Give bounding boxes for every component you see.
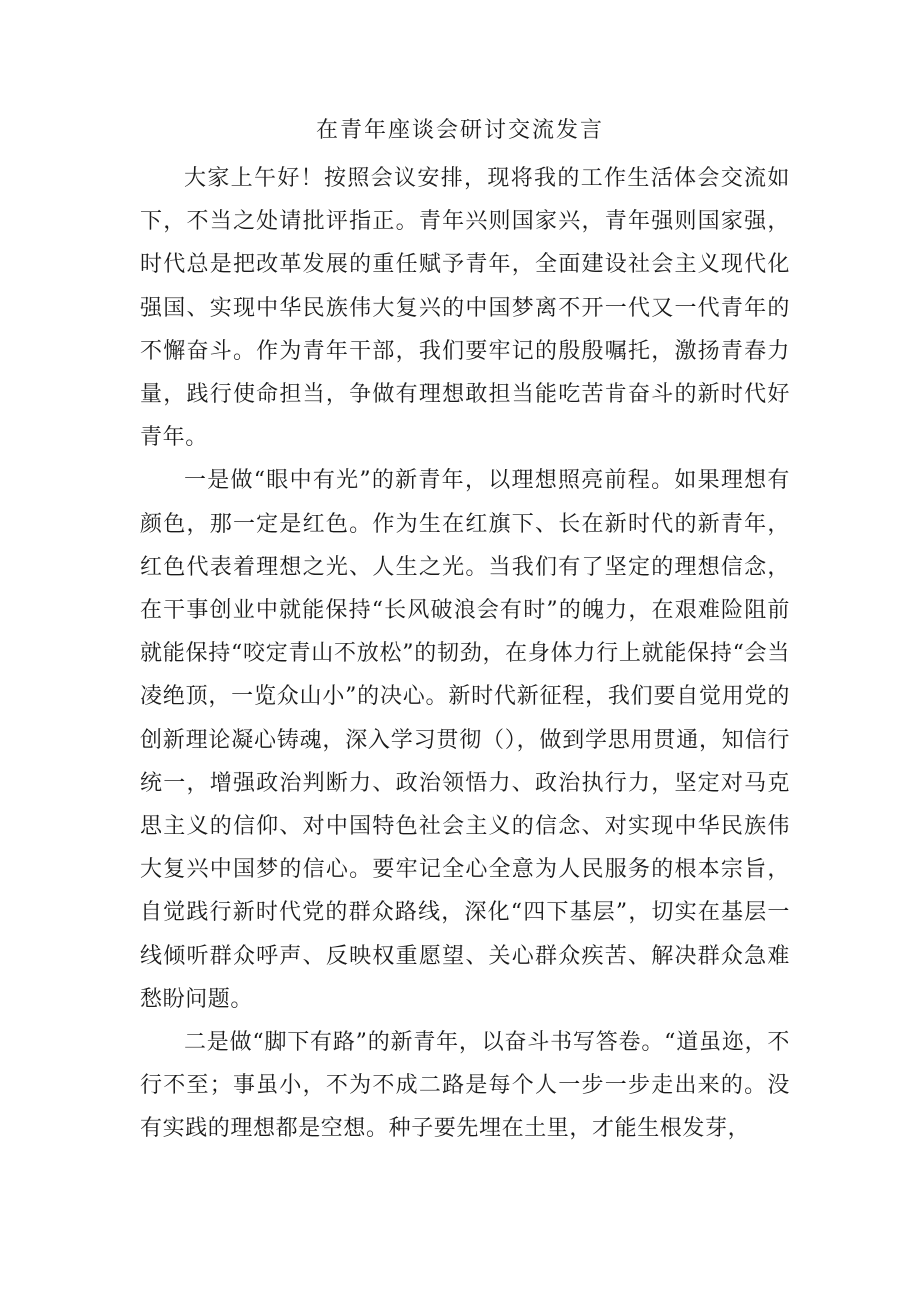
document-body xyxy=(140,157,790,1151)
document-title: 在青年座谈会研讨交流发言 xyxy=(315,118,604,143)
paragraph-point-two: 二是做“脚下有路”的新青年，以奋斗书写答卷。“道虽迩，不行不至；事虽小，不为不成二路是每个人一步一步走出来的。没有实践的理想都是空想。种子要先埋在土里，才能生根发芽， xyxy=(140,1030,790,1142)
paragraph-point-one: 一是做“眼中有光”的新青年，以理想照亮前程。如果理想有颜色，那一定是红色。作为生在红旗下、长在新时代的新青年，红色代表着理想之光、人生之光。当我们有了坚定的理想信念，在干事创业中就能保持“长风破浪会有时”的魄力，在艰难险阻前就能保持“咬定青山不放松”的韧劲，在身体力行上就能保持“会当凌绝顶，一览众山小”的决心。新时代新征程，我们要自觉用党的创新理论凝心铸魂，深入学习贯彻（），做到学思用贯通，知信行统一，增强政治判断力、政治领悟力、政治执行力，坚定对马克思主义的信仰、对中国特色社会主义的信念、对实现中华民族伟大复兴中国梦的信心。要牢记全心全意为人民服务的根本宗旨，自觉践行新时代党的群众路线，深化“四下基层”，切实在基层一线倾听群众呼声、反映权重愿望、关心群众疾苦、解决群众急难愁盼问题。 xyxy=(140,468,790,1012)
paragraph-intro: 大家上午好！按照会议安排，现将我的工作生活体会交流如下，不当之处请批评指正。青年兴则国家兴，青年强则国家强，时代总是把改革发展的重任赋予青年，全面建设社会主义现代化强国、实现中华民族伟大复兴的中国梦离不开一代又一代青年的不懈奋斗。作为青年干部，我们要牢记的殷殷嘱托，激扬青春力量，践行使命担当，争做有理想敢担当能吃苦肯奋斗的新时代好青年。 xyxy=(140,166,790,451)
